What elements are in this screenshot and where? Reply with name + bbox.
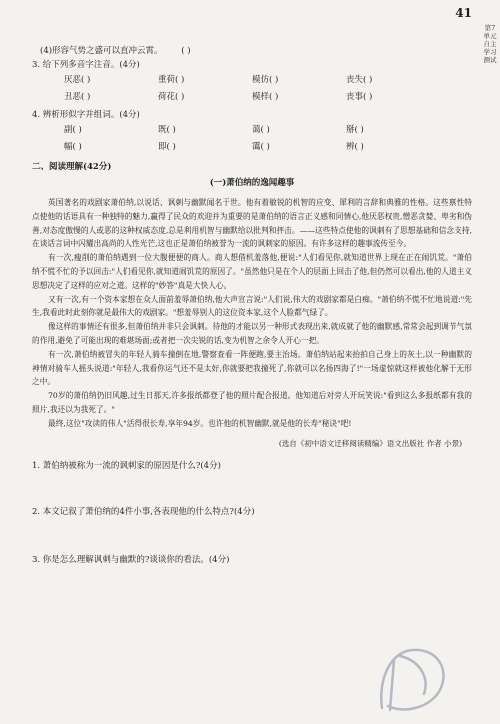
q3-item: 厌恶( ) (64, 75, 91, 85)
q3-item: 重荷( ) (158, 75, 185, 85)
article-paragraph: 有一次,萧伯纳被冒失的年轻人骑车撞倒在地,警察查看一阵便跑,要主治场。萧伯纳站起来抬拍自己身上的灰土,以一种幽默的神情对骑车人摇头说道:"年轻人,我看你运气还不是太好,你就要把我撞死了,你就可以名扬四海了!"一场虚惊就这样被他化解于无形之中。 (32, 349, 472, 387)
side-unit-label: 第7单元 自主学习测试 (483, 24, 497, 64)
page-number: 41 (455, 6, 472, 20)
article-paragraph: 又有一次,有一个资本家想在众人面前羞辱萧伯纳,他大声宣言说:"人们说,伟大的戏剧家都是白痴。"萧伯纳不慌不忙地说道:"先生,我看此时此刻你就是最伟大的戏剧家。"想羞辱别人的这位资本家,这个人脸都气绿了。 (32, 294, 472, 318)
reading-section-title: 二、阅读理解(42分) (32, 162, 112, 172)
q4-item: 掰( ) (346, 125, 364, 135)
q3-item: 丑恶( ) (64, 92, 91, 102)
vocab-q4-grid (32, 122, 472, 156)
q4-item: 霭( ) (252, 142, 270, 152)
q4-item: 蔼( ) (252, 125, 270, 135)
q4-item: 即( ) (158, 142, 176, 152)
q4-item: 辨( ) (346, 142, 364, 152)
article-source: (选自《初中语文迁移阅读精编》语文出版社 作者 小景) (278, 438, 462, 448)
article-paragraph: 70岁的萧伯纳仍旧风趣,过生日那天,许多报纸都登了他的照片配合报道。他知道后对旁人开玩笑说:"看到这么多报纸都有我的照片,我还以为我死了。" (32, 391, 472, 414)
q3-item: 模样( ) (252, 92, 279, 102)
q3-item: 丧事( ) (346, 92, 373, 102)
pencil-scribble-mark (370, 640, 460, 720)
article-paragraph: 像这样的事情还有很多,但萧伯纳并非只会讽刺。待他的才能以另一种形式表现出来,就成就了他的幽默感,常常会起到调节气氛的作用,避免了可能出现的难堪场面;或者把一次尖锐的话,变为机智之余令人开心一把。 (32, 322, 472, 345)
article-paragraph: 有一次,瘦削的萧伯纳遇到一位大腹便便的商人。商人想借机羞落他,便说:"人们看见你,就知道世界上现在正在闹饥荒。"萧伯纳不慌不忙的予以回击:"人们看见你,就知道闹饥荒的原因了。"虽然他只是在个人的层面上回击了他,但仍然可以看出,他的人道主义思想决定了这样的应对之道。这样的"妙答"真是大快人心。 (32, 253, 472, 290)
q3-item: 模仿( ) (252, 75, 279, 85)
article-paragraph: 英国著名的戏剧家萧伯纳,以说话、讽刺与幽默闻名于世。他有着敏锐的机智的应变、犀利的言辞和典雅的性格。这些禀性特点使他的话语具有一种独特的魅力,赢得了民众的欢迎并为重要的是萧伯纳的语言正义感和同情心,他厌恶权贵,憎恶贪婪、卑劣和伪善,对态度傲慢的人或恶的这种权威态度,总是利用机智与幽默给以批判和抨击。——这些特点使他的讽刺有了思想基础和信念支持,在谈话言词中闪耀出高尚的人性光芒,这也正是萧伯纳被誉为一流的讽刺家的原因。有许多这样的趣事流传至今。 (32, 198, 472, 249)
vocab-q2-last-item: (4)形容气势之盛可以直冲云霄。 ( ) (40, 46, 191, 56)
vocab-q3-title: 3. 给下列多音字注音。(4分) (32, 60, 140, 70)
q3-item: 荷花( ) (158, 92, 185, 102)
article-paragraph: 最终,这位"攻读的伟人"活得很长寿,享年94岁。也许他的机智幽默,就是他的长寿"秘诀"吧! (48, 418, 352, 428)
reading-question-3: 3. 你是怎么理解讽刺与幽默的?谈谈你的看法。(4分) (32, 554, 230, 565)
q4-item: 副( ) (64, 125, 82, 135)
q4-item: 既( ) (158, 125, 176, 135)
article-title: (一)萧伯纳的逸闻趣事 (209, 178, 295, 188)
q3-item: 丧失( ) (346, 75, 373, 85)
q4-item: 幅( ) (64, 142, 82, 152)
reading-question-2: 2. 本文记叙了萧伯纳的4件小事,各表现他的什么特点?(4分) (32, 506, 255, 517)
vocab-q4-title: 4. 辨析形似字并组词。(4分) (32, 110, 140, 120)
page-content (32, 44, 472, 567)
vocab-q3-grid (32, 72, 472, 106)
reading-question-1: 1. 萧伯纳被称为一流的讽刺家的原因是什么?(4分) (32, 460, 221, 471)
